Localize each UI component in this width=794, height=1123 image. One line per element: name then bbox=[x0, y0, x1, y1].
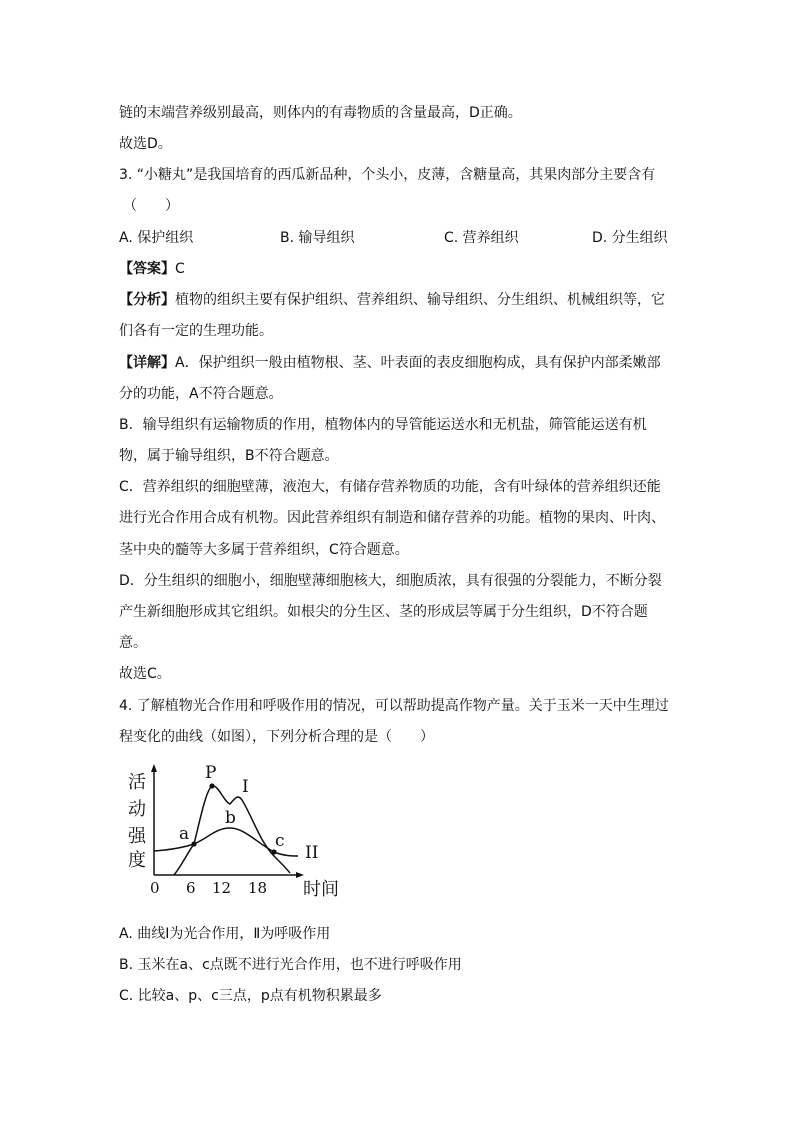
activity-time-figure bbox=[120, 760, 350, 905]
question-3: 3. “小糖丸”是我国培育的西瓜新品种，个头小，皮薄，含糖量高，其果肉部分主要含有 bbox=[119, 167, 656, 183]
text-line: B．输导组织有运输物质的作用，植物体内的导管能运送水和无机盐，筛管能运送有机 bbox=[119, 417, 647, 433]
y-label-char: 动 bbox=[128, 799, 146, 820]
text-line: 物，属于输导组织，B不符合题意。 bbox=[119, 448, 339, 464]
x-axis-label: 时间 bbox=[303, 879, 339, 900]
text-line: D．分生组织的细胞小，细胞壁薄细胞核大，细胞质浓，具有很强的分裂能力，不断分裂 bbox=[119, 573, 662, 589]
q3-option-d: D. 分生组织 bbox=[592, 230, 668, 246]
text-line: 进行光合作用合成有机物。因此营养组织有制造和储存营养的功能。植物的果肉、叶肉、 bbox=[119, 510, 665, 526]
text-line: 茎中央的髓等大多属于营养组织，C符合题意。 bbox=[119, 542, 409, 558]
answer-line bbox=[119, 259, 185, 279]
answer-blank: （ ） bbox=[123, 198, 179, 214]
curve-1-label: I bbox=[242, 777, 249, 797]
point-p-label: P bbox=[205, 763, 217, 783]
x-axis-arrow bbox=[296, 872, 304, 878]
detail-text: A．保护组织一般由植物根、茎、叶表面的表皮细胞构成，具有保护内部柔嫩部 bbox=[175, 355, 661, 371]
q4-option-c: C. 比较a、p、c三点，p点有机物积累最多 bbox=[119, 988, 382, 1004]
point-c-label: c bbox=[275, 831, 285, 851]
text-line: 分的功能，A不符合题意。 bbox=[119, 386, 283, 402]
point-a-label: a bbox=[179, 824, 190, 844]
point-p-marker bbox=[209, 783, 214, 788]
x-tick-label: 6 bbox=[186, 879, 196, 897]
text-line: C．营养组织的细胞壁薄，液泡大，有储存营养物质的功能，含有叶绿体的营养组织还能 bbox=[119, 479, 661, 495]
text-line: 们各有一定的生理功能。 bbox=[119, 323, 273, 339]
detail-line bbox=[119, 353, 661, 373]
analysis-tag: 【分析】 bbox=[119, 292, 175, 308]
x-tick-label: 0 bbox=[150, 879, 160, 897]
text-line: 意。 bbox=[119, 635, 147, 651]
y-axis-arrow bbox=[151, 764, 157, 772]
q4-option-b: B. 玉米在a、c点既不进行光合作用，也不进行呼吸作用 bbox=[119, 957, 462, 973]
point-b-label: b bbox=[225, 808, 236, 828]
curve-2-label: II bbox=[305, 843, 319, 863]
detail-tag: 【详解】 bbox=[119, 355, 175, 371]
answer-value: C bbox=[175, 261, 185, 277]
text-line: 程变化的曲线（如图），下列分析合理的是（ ） bbox=[119, 729, 434, 745]
y-label-char: 度 bbox=[128, 850, 146, 871]
text-line: 链的末端营养级别最高，则体内的有毒物质的含量最高，D正确。 bbox=[119, 105, 522, 121]
x-tick-label: 12 bbox=[212, 879, 232, 897]
answer-tag: 【答案】 bbox=[119, 261, 175, 277]
text-line: 产生新细胞形成其它组织。如根尖的分生区、茎的形成层等属于分生组织，D不符合题 bbox=[119, 604, 648, 620]
analysis-text: 植物的组织主要有保护组织、营养组织、输导组织、分生组织、机械组织等，它 bbox=[175, 292, 665, 308]
point-a-marker bbox=[191, 841, 196, 846]
y-label-char: 活 bbox=[128, 772, 146, 793]
curve-1 bbox=[174, 786, 290, 875]
q3-option-c: C. 营养组织 bbox=[444, 230, 519, 246]
question-4: 4. 了解植物光合作用和呼吸作用的情况，可以帮助提高作物产量。关于玉米一天中生理过 bbox=[119, 698, 669, 714]
q3-option-a: A. 保护组织 bbox=[119, 230, 194, 246]
analysis-line bbox=[119, 290, 665, 310]
q4-option-a: A. 曲线Ⅰ为光合作用，Ⅱ为呼吸作用 bbox=[119, 926, 331, 942]
text-line: 故选C。 bbox=[119, 666, 171, 682]
q3-option-b: B. 输导组织 bbox=[280, 230, 355, 246]
text-line: 故选D。 bbox=[119, 136, 172, 152]
y-label-char: 强 bbox=[128, 826, 146, 847]
x-tick-label: 18 bbox=[248, 879, 268, 897]
